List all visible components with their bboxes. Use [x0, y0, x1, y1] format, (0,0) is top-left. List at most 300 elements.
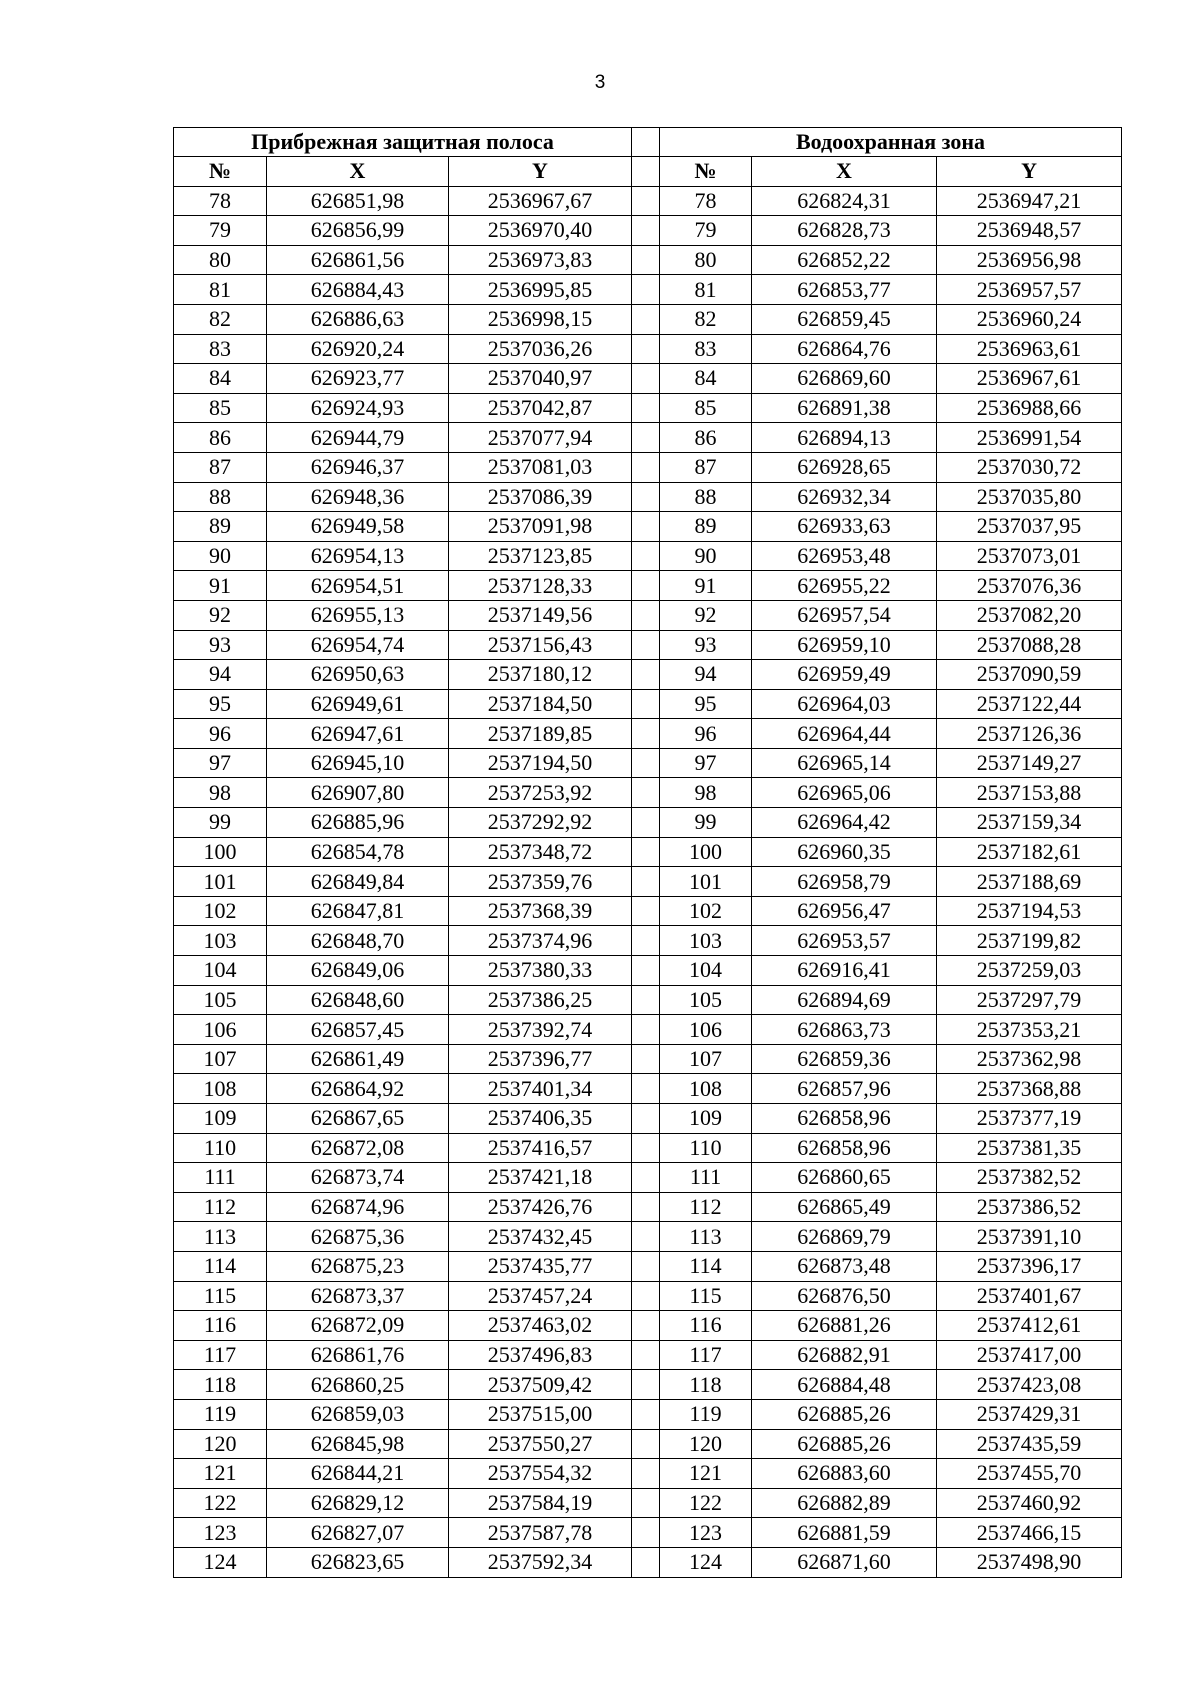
left-point-number: 104: [174, 956, 267, 986]
column-gap: [632, 808, 660, 838]
left-x-coordinate: 626944,79: [267, 423, 449, 453]
table-row: [174, 364, 1122, 394]
right-point-number: 106: [660, 1015, 752, 1045]
left-y-coordinate: 2537463,02: [449, 1311, 632, 1341]
right-point-number: 101: [660, 867, 752, 897]
right-x-coordinate: 626857,96: [752, 1074, 937, 1104]
table-row: [174, 423, 1122, 453]
right-y-coordinate: 2536967,61: [937, 364, 1122, 394]
column-gap: [632, 630, 660, 660]
right-y-coordinate: 2536988,66: [937, 393, 1122, 423]
table-row: [174, 245, 1122, 275]
right-point-number: 99: [660, 808, 752, 838]
right-x-coordinate: 626882,91: [752, 1340, 937, 1370]
left-x-coordinate: 626854,78: [267, 837, 449, 867]
table-row: [174, 926, 1122, 956]
table-row: [174, 571, 1122, 601]
column-gap: [632, 1518, 660, 1548]
left-y-coordinate: 2537149,56: [449, 600, 632, 630]
column-gap: [632, 896, 660, 926]
right-point-number: 87: [660, 452, 752, 482]
column-gap: [632, 1074, 660, 1104]
right-x-coordinate: 626859,36: [752, 1044, 937, 1074]
table-row: [174, 1104, 1122, 1134]
table-row: [174, 275, 1122, 305]
right-point-number: 110: [660, 1133, 752, 1163]
right-y-coordinate: 2537088,28: [937, 630, 1122, 660]
column-gap: [632, 334, 660, 364]
right-x-coordinate: 626955,22: [752, 571, 937, 601]
right-y-coordinate: 2537090,59: [937, 660, 1122, 690]
column-gap: [632, 1459, 660, 1489]
left-x-coordinate: 626946,37: [267, 452, 449, 482]
column-gap: [632, 926, 660, 956]
right-x-coordinate: 626964,44: [752, 719, 937, 749]
right-x-coordinate: 626882,89: [752, 1488, 937, 1518]
left-x-coordinate: 626874,96: [267, 1192, 449, 1222]
left-y-coordinate: 2536970,40: [449, 216, 632, 246]
right-point-number: 118: [660, 1370, 752, 1400]
column-gap: [632, 512, 660, 542]
right-point-number: 98: [660, 778, 752, 808]
left-x-coordinate: 626954,74: [267, 630, 449, 660]
left-point-number: 124: [174, 1547, 267, 1577]
table-row: [174, 482, 1122, 512]
right-point-number: 84: [660, 364, 752, 394]
right-x-coordinate: 626859,45: [752, 304, 937, 334]
left-point-number: 87: [174, 452, 267, 482]
table-row: [174, 985, 1122, 1015]
column-gap: [632, 778, 660, 808]
right-y-coordinate: 2536957,57: [937, 275, 1122, 305]
right-y-coordinate: 2537396,17: [937, 1251, 1122, 1281]
right-point-number: 103: [660, 926, 752, 956]
right-x-coordinate: 626956,47: [752, 896, 937, 926]
column-gap: [632, 275, 660, 305]
table-row: [174, 1044, 1122, 1074]
right-point-number: 111: [660, 1163, 752, 1193]
left-y-coordinate: 2537592,34: [449, 1547, 632, 1577]
left-y-coordinate: 2537091,98: [449, 512, 632, 542]
left-y-coordinate: 2537292,92: [449, 808, 632, 838]
right-point-number: 123: [660, 1518, 752, 1548]
right-point-number: 89: [660, 512, 752, 542]
right-y-coordinate: 2537455,70: [937, 1459, 1122, 1489]
right-y-coordinate: 2537149,27: [937, 748, 1122, 778]
right-x-coordinate: 626958,79: [752, 867, 937, 897]
table-row: [174, 452, 1122, 482]
column-gap: [632, 304, 660, 334]
right-y-coordinate: 2537401,67: [937, 1281, 1122, 1311]
left-point-number: 109: [174, 1104, 267, 1134]
right-point-number: 116: [660, 1311, 752, 1341]
left-y-coordinate: 2537156,43: [449, 630, 632, 660]
right-point-number: 112: [660, 1192, 752, 1222]
right-point-number: 120: [660, 1429, 752, 1459]
left-num-header: №: [174, 157, 267, 187]
left-y-coordinate: 2537509,42: [449, 1370, 632, 1400]
right-x-coordinate: 626960,35: [752, 837, 937, 867]
right-point-number: 83: [660, 334, 752, 364]
left-x-coordinate: 626873,37: [267, 1281, 449, 1311]
right-x-coordinate: 626884,48: [752, 1370, 937, 1400]
right-x-coordinate: 626869,79: [752, 1222, 937, 1252]
left-y-coordinate: 2537077,94: [449, 423, 632, 453]
left-x-coordinate: 626851,98: [267, 186, 449, 216]
left-y-coordinate: 2537189,85: [449, 719, 632, 749]
left-y-coordinate: 2537416,57: [449, 1133, 632, 1163]
right-y-coordinate: 2536963,61: [937, 334, 1122, 364]
left-point-number: 122: [174, 1488, 267, 1518]
column-gap: [632, 571, 660, 601]
left-x-coordinate: 626954,51: [267, 571, 449, 601]
right-point-number: 122: [660, 1488, 752, 1518]
right-y-coordinate: 2537382,52: [937, 1163, 1122, 1193]
left-x-coordinate: 626884,43: [267, 275, 449, 305]
right-point-number: 117: [660, 1340, 752, 1370]
column-gap: [632, 1192, 660, 1222]
left-point-number: 79: [174, 216, 267, 246]
table-row: [174, 660, 1122, 690]
table-row: [174, 1340, 1122, 1370]
left-x-coordinate: 626954,13: [267, 541, 449, 571]
table-row: [174, 1518, 1122, 1548]
table-row: [174, 216, 1122, 246]
right-x-coordinate: 626885,26: [752, 1399, 937, 1429]
table-row: [174, 719, 1122, 749]
right-y-coordinate: 2537194,53: [937, 896, 1122, 926]
table-row: [174, 808, 1122, 838]
left-y-coordinate: 2537584,19: [449, 1488, 632, 1518]
right-point-number: 121: [660, 1459, 752, 1489]
left-y-coordinate: 2537359,76: [449, 867, 632, 897]
left-point-number: 121: [174, 1459, 267, 1489]
right-y-coordinate: 2537037,95: [937, 512, 1122, 542]
left-x-coordinate: 626845,98: [267, 1429, 449, 1459]
right-x-coordinate: 626916,41: [752, 956, 937, 986]
right-x-coordinate: 626881,59: [752, 1518, 937, 1548]
left-x-coordinate: 626844,21: [267, 1459, 449, 1489]
left-point-number: 83: [174, 334, 267, 364]
right-point-number: 119: [660, 1399, 752, 1429]
right-y-coordinate: 2537498,90: [937, 1547, 1122, 1577]
right-x-coordinate: 626863,73: [752, 1015, 937, 1045]
left-y-coordinate: 2537550,27: [449, 1429, 632, 1459]
left-point-number: 113: [174, 1222, 267, 1252]
left-point-number: 100: [174, 837, 267, 867]
left-x-coordinate: 626860,25: [267, 1370, 449, 1400]
left-x-coordinate: 626875,23: [267, 1251, 449, 1281]
right-point-number: 96: [660, 719, 752, 749]
left-x-coordinate: 626885,96: [267, 808, 449, 838]
right-y-coordinate: 2537391,10: [937, 1222, 1122, 1252]
left-point-number: 123: [174, 1518, 267, 1548]
table-row: [174, 393, 1122, 423]
left-y-coordinate: 2537587,78: [449, 1518, 632, 1548]
left-x-coordinate: 626848,60: [267, 985, 449, 1015]
left-x-coordinate: 626849,06: [267, 956, 449, 986]
left-x-coordinate: 626861,49: [267, 1044, 449, 1074]
left-y-coordinate: 2537380,33: [449, 956, 632, 986]
right-point-number: 97: [660, 748, 752, 778]
right-y-coordinate: 2537466,15: [937, 1518, 1122, 1548]
left-y-coordinate: 2537086,39: [449, 482, 632, 512]
right-point-number: 105: [660, 985, 752, 1015]
left-y-coordinate: 2537040,97: [449, 364, 632, 394]
left-point-number: 94: [174, 660, 267, 690]
right-point-number: 79: [660, 216, 752, 246]
table-body: [174, 186, 1122, 1577]
left-point-number: 84: [174, 364, 267, 394]
right-x-coordinate: 626891,38: [752, 393, 937, 423]
column-gap: [632, 1547, 660, 1577]
left-y-coordinate: 2537036,26: [449, 334, 632, 364]
column-gap: [632, 1488, 660, 1518]
right-point-number: 85: [660, 393, 752, 423]
column-gap: [632, 689, 660, 719]
right-x-coordinate: 626865,49: [752, 1192, 937, 1222]
coastal-strip-title: Прибрежная защитная полоса: [174, 128, 632, 157]
right-x-coordinate: 626885,26: [752, 1429, 937, 1459]
column-gap: [632, 1429, 660, 1459]
column-gap: [632, 1251, 660, 1281]
column-gap: [632, 956, 660, 986]
column-gap: [632, 216, 660, 246]
table-row: [174, 689, 1122, 719]
column-gap: [632, 1044, 660, 1074]
left-x-coordinate: 626949,61: [267, 689, 449, 719]
left-x-coordinate: 626857,45: [267, 1015, 449, 1045]
left-y-coordinate: 2537253,92: [449, 778, 632, 808]
left-point-number: 82: [174, 304, 267, 334]
right-x-coordinate: 626957,54: [752, 600, 937, 630]
right-y-coordinate: 2537076,36: [937, 571, 1122, 601]
column-gap: [632, 1370, 660, 1400]
right-y-coordinate: 2537259,03: [937, 956, 1122, 986]
right-point-number: 92: [660, 600, 752, 630]
left-x-coordinate: 626849,84: [267, 867, 449, 897]
column-gap: [632, 157, 660, 187]
column-gap: [632, 837, 660, 867]
right-x-coordinate: 626873,48: [752, 1251, 937, 1281]
left-point-number: 85: [174, 393, 267, 423]
left-point-number: 117: [174, 1340, 267, 1370]
column-gap: [632, 1015, 660, 1045]
left-x-coordinate: 626949,58: [267, 512, 449, 542]
table-row: [174, 186, 1122, 216]
right-y-coordinate: 2537153,88: [937, 778, 1122, 808]
left-y-coordinate: 2537426,76: [449, 1192, 632, 1222]
right-point-number: 114: [660, 1251, 752, 1281]
column-gap: [632, 1399, 660, 1429]
left-x-coordinate: 626948,36: [267, 482, 449, 512]
page-number: 3: [594, 72, 606, 93]
right-y-coordinate: 2537159,34: [937, 808, 1122, 838]
left-x-coordinate: 626823,65: [267, 1547, 449, 1577]
table-row: [174, 1459, 1122, 1489]
right-y-coordinate: 2537188,69: [937, 867, 1122, 897]
left-point-number: 112: [174, 1192, 267, 1222]
table-row: [174, 1488, 1122, 1518]
left-x-coordinate: 626872,08: [267, 1133, 449, 1163]
right-y-coordinate: 2536947,21: [937, 186, 1122, 216]
left-x-header: X: [267, 157, 449, 187]
column-gap: [632, 867, 660, 897]
column-gap: [632, 748, 660, 778]
table-row: [174, 630, 1122, 660]
right-y-coordinate: 2537435,59: [937, 1429, 1122, 1459]
left-point-number: 78: [174, 186, 267, 216]
right-y-coordinate: 2537417,00: [937, 1340, 1122, 1370]
right-y-coordinate: 2537386,52: [937, 1192, 1122, 1222]
column-gap: [632, 1311, 660, 1341]
left-y-coordinate: 2537406,35: [449, 1104, 632, 1134]
table-row: [174, 541, 1122, 571]
right-x-coordinate: 626876,50: [752, 1281, 937, 1311]
right-x-coordinate: 626894,13: [752, 423, 937, 453]
left-x-coordinate: 626827,07: [267, 1518, 449, 1548]
left-point-number: 119: [174, 1399, 267, 1429]
left-x-coordinate: 626829,12: [267, 1488, 449, 1518]
right-x-coordinate: 626965,14: [752, 748, 937, 778]
right-point-number: 91: [660, 571, 752, 601]
left-y-coordinate: 2537128,33: [449, 571, 632, 601]
left-y-coordinate: 2537457,24: [449, 1281, 632, 1311]
table-row: [174, 867, 1122, 897]
left-x-coordinate: 626864,92: [267, 1074, 449, 1104]
right-point-number: 81: [660, 275, 752, 305]
left-x-coordinate: 626955,13: [267, 600, 449, 630]
left-point-number: 98: [174, 778, 267, 808]
right-y-header: Y: [937, 157, 1122, 187]
left-point-number: 111: [174, 1163, 267, 1193]
column-gap: [632, 660, 660, 690]
left-point-number: 91: [174, 571, 267, 601]
left-y-coordinate: 2537515,00: [449, 1399, 632, 1429]
column-gap: [632, 393, 660, 423]
right-x-coordinate: 626828,73: [752, 216, 937, 246]
right-y-coordinate: 2537353,21: [937, 1015, 1122, 1045]
right-y-coordinate: 2537362,98: [937, 1044, 1122, 1074]
column-gap: [632, 719, 660, 749]
left-y-coordinate: 2537396,77: [449, 1044, 632, 1074]
right-y-coordinate: 2536948,57: [937, 216, 1122, 246]
column-gap: [632, 186, 660, 216]
left-y-coordinate: 2537421,18: [449, 1163, 632, 1193]
left-point-number: 95: [174, 689, 267, 719]
left-point-number: 88: [174, 482, 267, 512]
left-x-coordinate: 626907,80: [267, 778, 449, 808]
left-y-coordinate: 2537374,96: [449, 926, 632, 956]
right-x-coordinate: 626871,60: [752, 1547, 937, 1577]
left-y-coordinate: 2537184,50: [449, 689, 632, 719]
column-gap: [632, 600, 660, 630]
right-y-coordinate: 2537035,80: [937, 482, 1122, 512]
column-gap: [632, 482, 660, 512]
left-point-number: 103: [174, 926, 267, 956]
right-point-number: 107: [660, 1044, 752, 1074]
right-x-coordinate: 626953,57: [752, 926, 937, 956]
table-row: [174, 600, 1122, 630]
right-y-coordinate: 2537381,35: [937, 1133, 1122, 1163]
table-row: [174, 1370, 1122, 1400]
left-x-coordinate: 626923,77: [267, 364, 449, 394]
table-row: [174, 896, 1122, 926]
right-point-number: 108: [660, 1074, 752, 1104]
left-x-coordinate: 626924,93: [267, 393, 449, 423]
right-y-coordinate: 2537199,82: [937, 926, 1122, 956]
column-gap: [632, 1133, 660, 1163]
table-row: [174, 1251, 1122, 1281]
left-y-coordinate: 2537180,12: [449, 660, 632, 690]
right-point-number: 90: [660, 541, 752, 571]
right-x-coordinate: 626824,31: [752, 186, 937, 216]
left-y-coordinate: 2537554,32: [449, 1459, 632, 1489]
right-x-coordinate: 626860,65: [752, 1163, 937, 1193]
left-point-number: 110: [174, 1133, 267, 1163]
left-point-number: 106: [174, 1015, 267, 1045]
right-y-coordinate: 2536991,54: [937, 423, 1122, 453]
right-point-number: 88: [660, 482, 752, 512]
right-y-coordinate: 2537122,44: [937, 689, 1122, 719]
left-y-coordinate: 2537123,85: [449, 541, 632, 571]
table-row: [174, 1311, 1122, 1341]
right-point-number: 82: [660, 304, 752, 334]
right-y-coordinate: 2537126,36: [937, 719, 1122, 749]
left-point-number: 114: [174, 1251, 267, 1281]
right-point-number: 102: [660, 896, 752, 926]
right-x-coordinate: 626959,49: [752, 660, 937, 690]
left-y-coordinate: 2537496,83: [449, 1340, 632, 1370]
left-y-coordinate: 2537042,87: [449, 393, 632, 423]
left-x-coordinate: 626872,09: [267, 1311, 449, 1341]
column-gap: [632, 452, 660, 482]
right-y-coordinate: 2537423,08: [937, 1370, 1122, 1400]
left-x-coordinate: 626873,74: [267, 1163, 449, 1193]
left-point-number: 107: [174, 1044, 267, 1074]
left-x-coordinate: 626859,03: [267, 1399, 449, 1429]
right-x-coordinate: 626965,06: [752, 778, 937, 808]
table-row: [174, 1399, 1122, 1429]
right-point-number: 109: [660, 1104, 752, 1134]
table-row: [174, 304, 1122, 334]
column-gap: [632, 423, 660, 453]
right-point-number: 80: [660, 245, 752, 275]
right-point-number: 93: [660, 630, 752, 660]
table-header-row: [174, 157, 1122, 187]
left-x-coordinate: 626861,76: [267, 1340, 449, 1370]
left-y-coordinate: 2537435,77: [449, 1251, 632, 1281]
left-point-number: 80: [174, 245, 267, 275]
right-x-coordinate: 626881,26: [752, 1311, 937, 1341]
left-point-number: 92: [174, 600, 267, 630]
table-row: [174, 778, 1122, 808]
left-y-header: Y: [449, 157, 632, 187]
left-y-coordinate: 2537368,39: [449, 896, 632, 926]
right-y-coordinate: 2537030,72: [937, 452, 1122, 482]
right-x-coordinate: 626953,48: [752, 541, 937, 571]
right-x-header: X: [752, 157, 937, 187]
right-x-coordinate: 626858,96: [752, 1133, 937, 1163]
right-point-number: 95: [660, 689, 752, 719]
left-x-coordinate: 626856,99: [267, 216, 449, 246]
table-row: [174, 1547, 1122, 1577]
column-gap: [632, 1104, 660, 1134]
left-point-number: 90: [174, 541, 267, 571]
table-row: [174, 1192, 1122, 1222]
table-row: [174, 1133, 1122, 1163]
table-row: [174, 1163, 1122, 1193]
